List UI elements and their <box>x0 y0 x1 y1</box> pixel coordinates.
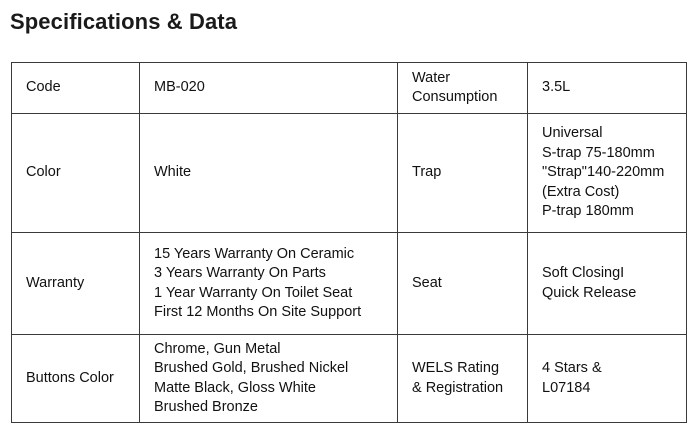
spec-label-trap: Trap <box>398 114 528 233</box>
spec-value-code: MB-020 <box>140 63 398 114</box>
spec-label-wels-rating: WELS Rating & Registration <box>398 335 528 423</box>
table-row-buttons-color <box>12 335 687 423</box>
page-title: Specifications & Data <box>10 9 238 34</box>
spec-value-warranty: 15 Years Warranty On Ceramic 3 Years Warranty On Parts 1 Year Warranty On Toilet Seat First 12 Months On Site Support <box>140 233 398 335</box>
spec-label-color: Color <box>12 114 140 233</box>
specifications-table <box>11 62 687 423</box>
table-row-warranty <box>12 233 687 335</box>
spec-label-water-consumption: Water Consumption <box>398 63 528 114</box>
spec-label-buttons-color: Buttons Color <box>12 335 140 423</box>
spec-value-seat: Soft ClosingI Quick Release <box>528 233 687 335</box>
table-row-color <box>12 114 687 233</box>
spec-value-wels-rating: 4 Stars & L07184 <box>528 335 687 423</box>
spec-label-seat: Seat <box>398 233 528 335</box>
spec-label-warranty: Warranty <box>12 233 140 335</box>
spec-value-trap: Universal S-trap 75-180mm "Strap"140-220mm (Extra Cost) P-trap 180mm <box>528 114 687 233</box>
spec-value-color: White <box>140 114 398 233</box>
spec-value-water-consumption: 3.5L <box>528 63 687 114</box>
spec-value-buttons-color: Chrome, Gun Metal Brushed Gold, Brushed Nickel Matte Black, Gloss White Brushed Bronze <box>140 335 398 423</box>
table-row-code <box>12 63 687 114</box>
spec-label-code: Code <box>12 63 140 114</box>
